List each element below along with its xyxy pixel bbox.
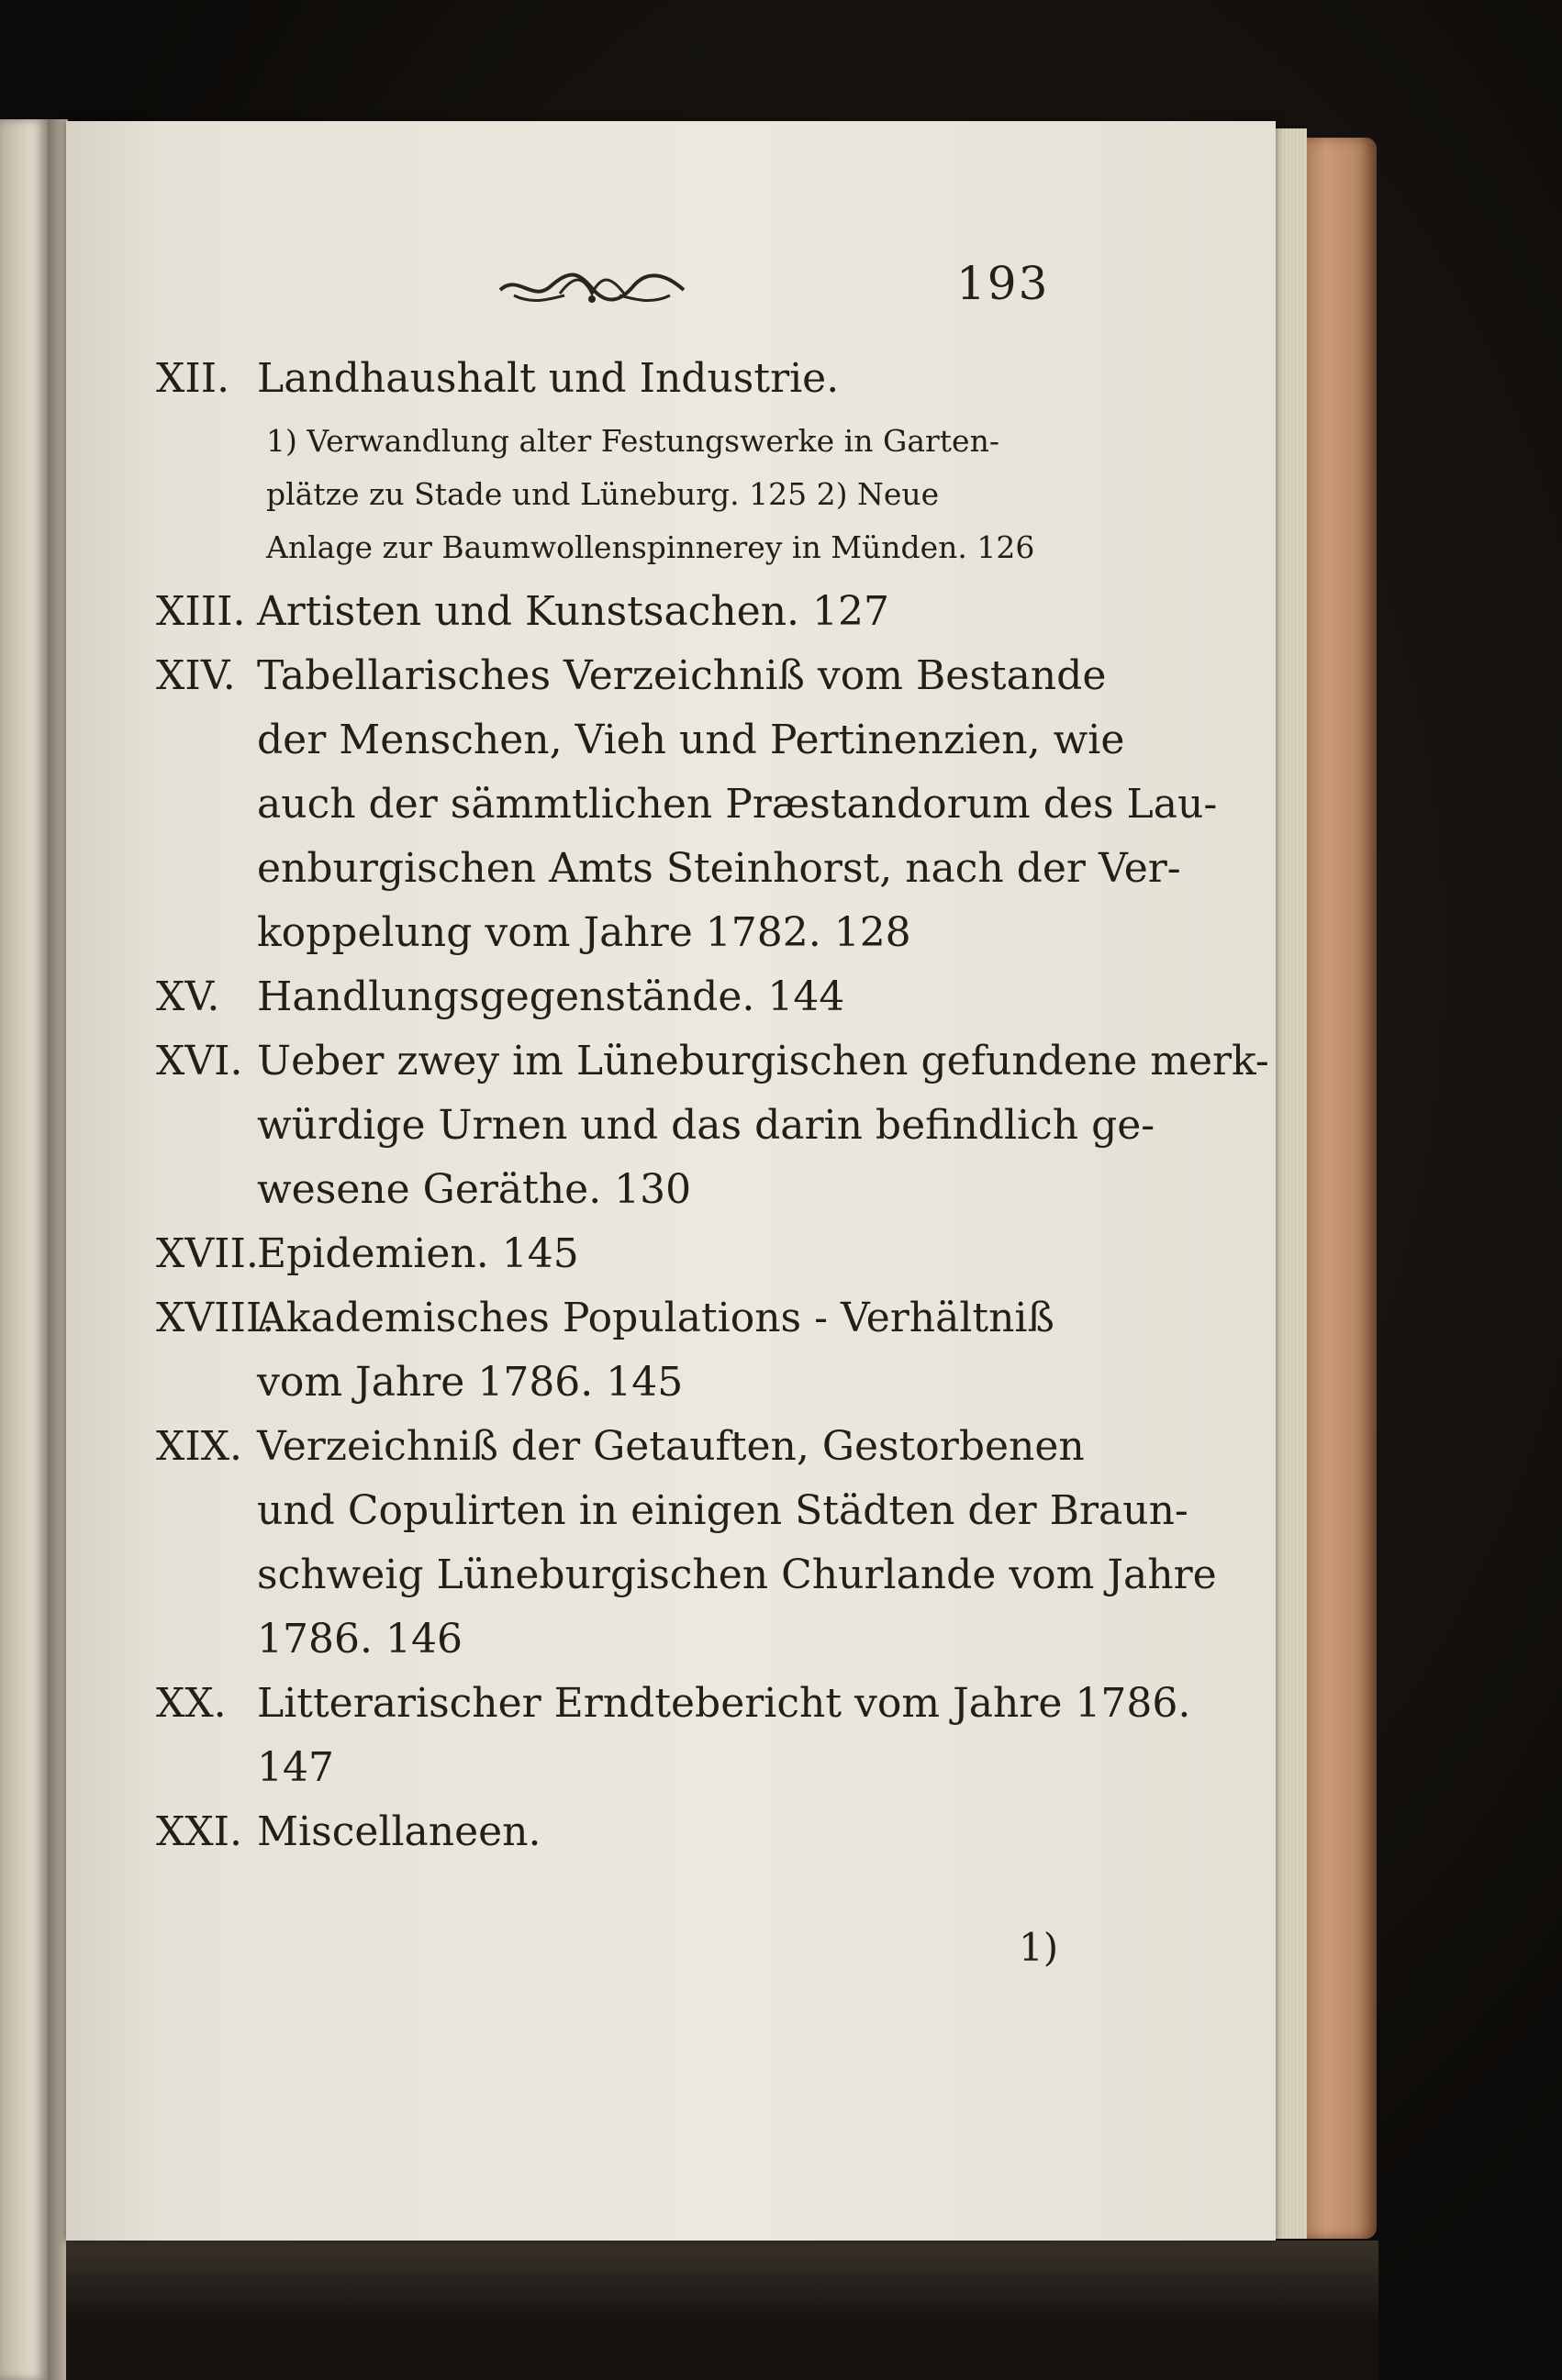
entry-line: enburgischen Amts Steinhorst, nach der Ver-	[257, 845, 1181, 892]
entry-numeral: XX.	[156, 1680, 227, 1727]
toc-entry	[156, 1222, 1074, 1286]
entry-numeral: XIV.	[156, 652, 236, 699]
entry-numeral: XV.	[156, 973, 220, 1020]
toc-entry	[156, 415, 1074, 574]
page-number: 193	[956, 257, 1050, 310]
toc-entry	[156, 1029, 1269, 1222]
entry-line: vom Jahre 1786. 145	[257, 1359, 684, 1406]
toc-entry	[156, 1286, 1074, 1415]
entry-text	[257, 965, 1074, 1029]
entry-line: 1) Verwandlung alter Festungswerke in Garten-	[266, 423, 999, 459]
entry-line: Litterarischer Erndtebericht vom Jahre 1786.	[257, 1680, 1191, 1727]
entry-text	[257, 644, 1218, 965]
entry-text	[257, 580, 1074, 644]
catchword: 1)	[1019, 1925, 1059, 1970]
entry-line: würdige Urnen und das darin befindlich ge-	[257, 1102, 1155, 1149]
entry-line: auch der sämmtlichen Præstandorum des Lau-	[257, 781, 1218, 828]
entry-line: Tabellarisches Verzeichniß vom Bestande	[257, 652, 1107, 699]
entry-text	[266, 415, 1074, 574]
entry-numeral: XXI.	[156, 1808, 243, 1855]
toc-entry	[156, 347, 1074, 411]
entry-numeral: XVI.	[156, 1038, 243, 1084]
entry-text	[257, 1222, 1074, 1286]
entry-text	[257, 1800, 1074, 1864]
entry-line: wesene Geräthe. 130	[257, 1166, 692, 1213]
entry-line: schweig Lüneburgischen Churlande vom Jahre	[257, 1551, 1217, 1598]
toc-entry	[156, 644, 1218, 965]
entry-line: Epidemien. 145	[257, 1230, 579, 1277]
entry-line: Anlage zur Baumwollenspinnerey in Münden. 126	[266, 529, 1035, 565]
entry-text	[257, 347, 1074, 411]
entry-line: 147	[257, 1744, 334, 1791]
entry-line: koppelung vom Jahre 1782. 128	[257, 909, 911, 956]
entry-line: 1786. 146	[257, 1616, 463, 1663]
page-gutter	[48, 119, 68, 2380]
book-cover-board	[1303, 138, 1377, 2239]
entry-text	[257, 1286, 1074, 1415]
entry-numeral: XIII.	[156, 588, 246, 635]
table-of-contents	[156, 347, 1269, 1864]
ornament-icon	[496, 262, 688, 312]
entry-line: Ueber zwey im Lüneburgischen gefundene merk-	[257, 1038, 1269, 1084]
toc-entry	[156, 1800, 1074, 1864]
page-block-edges	[1276, 128, 1307, 2239]
entry-line: plätze zu Stade und Lüneburg. 125 2) Neue	[266, 476, 940, 512]
entry-text	[257, 1672, 1191, 1800]
toc-entry	[156, 1672, 1191, 1800]
entry-numeral: XVIII.	[156, 1295, 275, 1341]
entry-numeral: XVII.	[156, 1230, 259, 1277]
entry-line: Akademisches Populations - Verhältniß	[257, 1295, 1054, 1341]
entry-text	[257, 1415, 1217, 1672]
toc-entry	[156, 1415, 1217, 1672]
entry-line: und Copulirten in einigen Städten der Braun-	[257, 1487, 1188, 1534]
book-bottom-shadow	[66, 2241, 1378, 2380]
toc-entry	[156, 965, 1074, 1029]
facing-page-edge	[0, 119, 48, 2380]
entry-line: Artisten und Kunstsachen. 127	[257, 588, 889, 635]
toc-entry	[156, 580, 1074, 644]
entry-text	[257, 1029, 1269, 1222]
entry-numeral: XII.	[156, 355, 230, 402]
entry-line: Miscellaneen.	[257, 1808, 541, 1855]
entry-numeral: XIX.	[156, 1423, 243, 1470]
entry-line: Handlungsgegenstände. 144	[257, 973, 845, 1020]
entry-line: Landhaushalt und Industrie.	[257, 355, 840, 402]
entry-line: der Menschen, Vieh und Pertinenzien, wie	[257, 717, 1125, 763]
entry-line: Verzeichniß der Getauften, Gestorbenen	[257, 1423, 1085, 1470]
